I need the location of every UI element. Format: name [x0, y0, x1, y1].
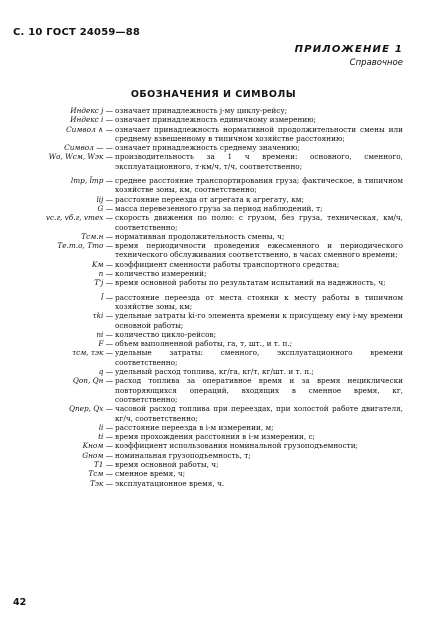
definition-symbol: G —: [97, 203, 113, 213]
definition-text: сменное время, ч;: [115, 469, 186, 479]
definition-text: удельные затраты ki-го элемента времени к присущему ему i-му времени основной работы;: [115, 311, 403, 330]
definition-row: [0, 115, 427, 124]
definition-text: означает принадлежность нормативной продолжительности смены или среднему взвешенному в типичном хозяйстве расстоянию;: [115, 124, 403, 143]
definition-symbol: Kном —: [82, 441, 113, 451]
definition-text: удельный расход топлива, кг/га, кг/т, кг/шт. и т. п.;: [115, 367, 314, 377]
definition-row: [0, 404, 427, 423]
definition-symbol: li —: [98, 422, 113, 432]
definition-row: [0, 469, 427, 478]
definition-symbol: Qпер, Qх —: [68, 404, 113, 414]
definition-row: [0, 176, 427, 195]
definition-text: коэффициент использования номинальной грузоподъемности;: [115, 441, 359, 451]
definition-row: [0, 125, 427, 144]
definition-row: [0, 269, 427, 278]
definition-symbol: Tэк —: [90, 478, 113, 488]
definition-symbol: τki —: [92, 311, 113, 321]
definition-text: скорость движения по полю: с грузом, без груза, техническая, км/ч, соответственно;: [115, 213, 403, 232]
definition-text: время основной работы по результатам испытаний на надежность, ч;: [115, 278, 386, 288]
definition-symbol: Qоп, Qн —: [72, 376, 113, 386]
definition-row: [0, 241, 427, 260]
definition-text: расход топлива за оперативное время и за время нециклически повторяющихся операций, входящих в сменное время, кг, соответственно;: [115, 376, 403, 404]
definition-row: [0, 152, 427, 171]
running-header: С. 10 ГОСТ 24059—88: [13, 27, 141, 38]
definition-text: среднее расстояние транспортирования груза; фактическое, в типичном хозяйстве зоны, км, соответственно;: [115, 176, 403, 195]
definition-row: [0, 260, 427, 269]
definition-text: масса перевезенного груза за период наблюдений, т;: [115, 203, 323, 213]
definition-text: расстояние переезда от места стоянки к месту работы в типичном хозяйстве зоны, км;: [115, 292, 403, 311]
page-number: 42: [13, 597, 27, 608]
definition-row: [0, 479, 427, 488]
definition-text: эксплуатационное время, ч.: [115, 478, 225, 488]
definition-symbol: Символ — —: [64, 143, 113, 153]
definition-text: время периодичности проведения ежесменного и периодического технического обслуживания соответственно, в часах сменного времени;: [115, 241, 403, 260]
definition-symbol: Tе.т.о, Tто —: [57, 241, 113, 251]
definition-text: означает принадлежность j-му циклу-рейсу;: [115, 106, 288, 115]
definition-row: [0, 330, 427, 339]
definition-symbol: τсм, τэк —: [72, 348, 113, 358]
definition-row: [0, 293, 427, 312]
definition-row: [0, 213, 427, 232]
definition-text: объем выполненной работы, га, т, шт., и т. п.;: [115, 339, 293, 349]
definition-text: расстояние переезда в i-м измерении, м;: [115, 422, 274, 432]
definition-row: [0, 460, 427, 469]
definition-text: часовой расход топлива при переездах, при холостой работе двигателя, кг/ч, соответственно;: [115, 404, 403, 423]
definition-row: [0, 204, 427, 213]
definition-text: расстояние переезда от агрегата к агрегату, км;: [115, 194, 304, 204]
definition-row: [0, 278, 427, 287]
definition-row: [0, 451, 427, 460]
definition-symbol: Kм —: [91, 259, 113, 269]
definition-symbol: T1 —: [93, 459, 113, 469]
definition-text: номинальная грузоподъемность, т;: [115, 450, 251, 460]
definition-text: количество измерений;: [115, 269, 207, 279]
definition-symbol: n —: [98, 269, 113, 279]
definition-symbol: lij —: [96, 194, 113, 204]
definition-symbol: Символ ∧ —: [66, 124, 113, 134]
definition-text: нормативная продолжительность смены, ч;: [115, 231, 285, 241]
definition-text: время основной работы, ч;: [115, 459, 219, 469]
definition-symbol: lтр, l̂тр —: [70, 176, 113, 186]
definition-text: коэффициент сменности работы транспортного средства;: [115, 259, 340, 269]
section-title: ОБОЗНАЧЕНИЯ И СИМВОЛЫ: [130, 89, 297, 100]
definition-symbol: q —: [98, 367, 113, 377]
definition-text: производительность за 1 ч времени: основного, сменного, эксплуатационного, т·км/ч, т/ч, соответственно;: [115, 152, 403, 171]
definition-row: [0, 106, 427, 115]
definition-symbol: l̂ —: [101, 292, 113, 302]
appendix-block: [295, 44, 403, 68]
definition-symbol: ni —: [96, 329, 113, 339]
definition-text: время прохождения расстояния в i-м измерении, с;: [115, 432, 316, 442]
definition-symbol: Tсм.н —: [81, 231, 113, 241]
definition-symbol: T'j —: [94, 278, 113, 288]
definition-row: [0, 376, 427, 404]
definition-row: [0, 441, 427, 450]
definition-symbol: ti —: [98, 432, 113, 442]
definition-symbol: Wо, Wсм, Wэк —: [48, 152, 113, 162]
definition-symbol: Индекс i —: [70, 115, 113, 125]
definition-text: означает принадлежность среднему значению;: [115, 143, 300, 153]
definitions-list: [0, 106, 427, 488]
definition-row: [0, 232, 427, 241]
definition-symbol: vс.г, vб.г, vтех —: [45, 213, 113, 223]
definition-row: [0, 423, 427, 432]
definition-text: удельные затраты: сменного, эксплуатационного времени соответственно;: [115, 348, 403, 367]
definition-text: количество цикло-рейсов;: [115, 329, 217, 339]
definition-row: [0, 348, 427, 367]
definition-symbol: Gном —: [82, 450, 113, 460]
definition-row: [0, 339, 427, 348]
definition-text: означает принадлежность единичному измерению;: [115, 115, 317, 125]
definition-row: [0, 195, 427, 204]
definition-symbol: F —: [98, 339, 113, 349]
appendix-subtitle: Справочное: [349, 58, 403, 68]
definition-row: [0, 311, 427, 330]
definition-symbol: Индекс j —: [70, 106, 113, 115]
definition-row: [0, 143, 427, 152]
definition-row: [0, 432, 427, 441]
appendix-title: ПРИЛОЖЕНИЕ 1: [294, 44, 403, 55]
definition-row: [0, 367, 427, 376]
definition-symbol: Tсм —: [88, 469, 113, 479]
